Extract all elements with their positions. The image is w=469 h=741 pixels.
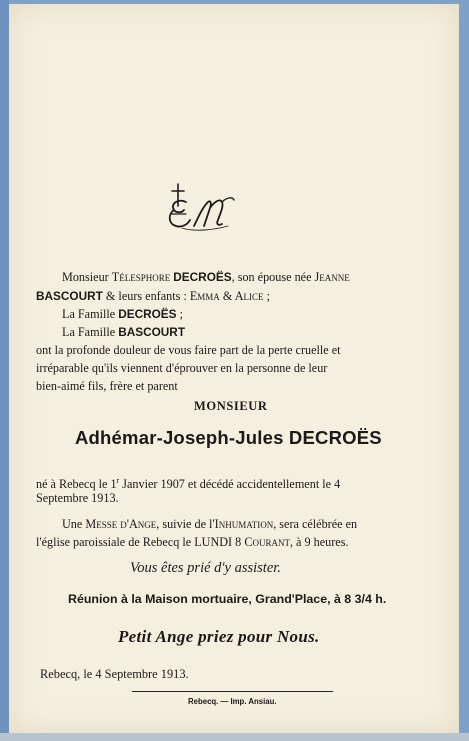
cross-monogram-icon [164, 180, 244, 236]
birth-line-1: né à Rebecq le 1$^r$ Janvier 1907 et décédé accidentellement le 4 [36, 476, 341, 492]
birth-line-2: Septembre 1913. [36, 491, 119, 505]
scan-background-left [0, 0, 9, 741]
reunion-text: Réunion à la Maison mortuaire, Grand'Place, à 8 3/4 h. [68, 592, 387, 606]
mass-line-2: l'église paroissiale de Rebecq le LUNDI 8 Courant, à 9 heures. [36, 535, 349, 549]
invitation-text: Vous êtes prié d'y assister. [130, 560, 281, 576]
place-date: Rebecq, le 4 Septembre 1913. [40, 667, 189, 681]
deceased-name: Adhémar-Joseph-Jules DECROËS [75, 427, 382, 448]
prayer-text: Petit Ange priez pour Nous. [118, 627, 320, 646]
scan-background-bottom [0, 733, 469, 741]
intro-line-3: La Famille DECROËS ; [62, 307, 183, 321]
intro-line-2: BASCOURT & leurs enfants : Emma & Alice ; [36, 289, 270, 303]
intro-line-5: ont la profonde douleur de vous faire part de la perte cruelle et [36, 343, 341, 357]
intro-line-4: La Famille BASCOURT [62, 325, 186, 339]
printer-credit: Rebecq. — Imp. Ansiau. [188, 697, 277, 706]
honorific-title: MONSIEUR [194, 399, 268, 413]
mass-line-1: Une Messe d'Ange, suivie de l'Inhumation, sera célébrée en [62, 517, 358, 531]
intro-line-6: irréparable qu'ils viennent d'éprouver en la personne de leur [36, 361, 328, 375]
intro-line-7: bien-aimé fils, frère et parent [36, 379, 178, 393]
intro-line-1: Monsieur Télesphore DECROËS, son épouse née Jeanne [62, 270, 350, 284]
divider-line [132, 691, 333, 692]
